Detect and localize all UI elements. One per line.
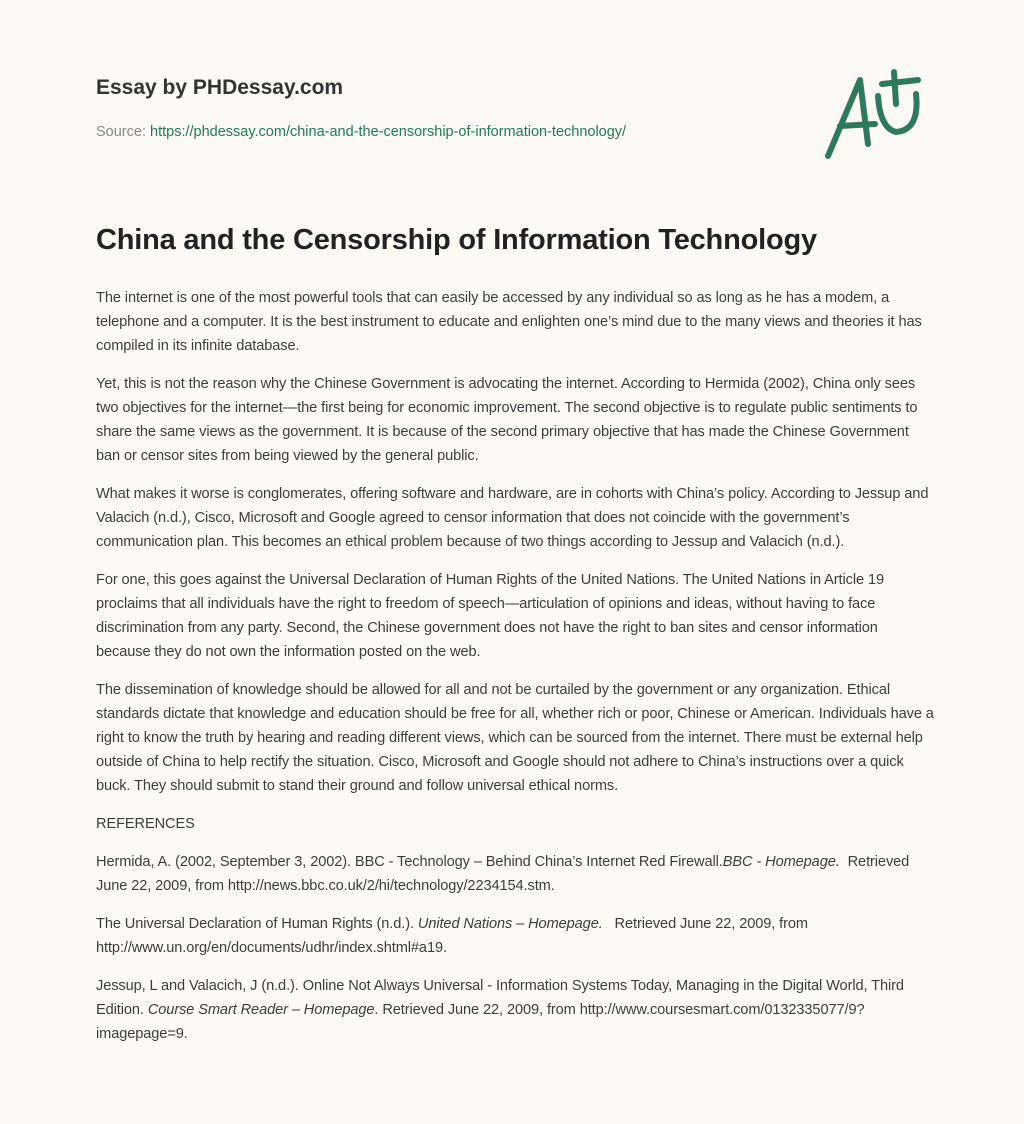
reference-item <box>96 974 936 1046</box>
paragraph: For one, this goes against the Universal Declaration of Human Rights of the United Nations. The United Nations in Article 19 proclaims that all individuals have the right to freedom of speech—articulation of opinions and ideas, without having to face discrimination from any party. Second, the Chinese government does not have the right to ban sites and censor information because they do not own the information posted on the web. <box>96 572 884 660</box>
reference-text: The Universal Declaration of Human Rights (n.d.). <box>96 916 418 932</box>
a-plus-logo-icon <box>820 66 930 166</box>
paragraph: The dissemination of knowledge should be allowed for all and not be curtailed by the government or any organization. Ethical standards dictate that knowledge and education should be free for all, whether rich or poor, Chinese or American. Individuals have a right to know the truth by hearing and reading different views, which can be sourced from the internet. There must be external help outside of China to help rectify the situation. Cisco, Microsoft and Google should not adhere to China’s instructions over a quick buck. They should submit to stand their ground and follow universal ethical norms. <box>96 682 934 794</box>
source-label: Source: <box>96 124 146 140</box>
reference-source: BBC - Homepage. <box>722 854 840 870</box>
source-line <box>96 124 626 140</box>
paragraph: Yet, this is not the reason why the Chinese Government is advocating the internet. According to Hermida (2002), China only sees two objectives for the internet—the first being for economic improvement. The second objective is to regulate public sentiments to share the same views as the government. It is because of the second primary objective that has made the Chinese Government ban or censor sites from being viewed by the general public. <box>96 376 918 464</box>
reference-item <box>96 912 936 960</box>
reference-text: Jessup, L and Valacich, J (n.d.). Online Not Always Universal - Information Systems Today, Managing in the Digital World, Third Edition. <box>96 978 904 1018</box>
article-title: China and the Censorship of Information Technology <box>96 224 817 256</box>
reference-retrieved: . Retrieved June 22, 2009, from http://www.coursesmart.com/0132335077/9?imagepage=9. <box>96 1002 865 1042</box>
paragraph: What makes it worse is conglomerates, offering software and hardware, are in cohorts with China’s policy. According to Jessup and Valacich (n.d.), Cisco, Microsoft and Google agreed to censor information that does not coincide with the government’s communication plan. This becomes an ethical problem because of two things according to Jessup and Valacich (n.d.). <box>96 486 929 550</box>
reference-retrieved: Retrieved June 22, 2009, from http://www.un.org/en/documents/udhr/index.shtml#a19. <box>96 916 812 956</box>
references-heading: REFERENCES <box>96 816 195 832</box>
source-link[interactable]: https://phdessay.com/china-and-the-censorship-of-information-technology/ <box>150 124 627 140</box>
site-brand: Essay by PHDessay.com <box>96 76 344 99</box>
reference-retrieved: Retrieved June 22, 2009, from http://news.bbc.co.uk/2/hi/technology/2234154.stm. <box>96 854 914 894</box>
reference-source: Course Smart Reader – Homepage <box>147 1002 375 1018</box>
paragraph: The internet is one of the most powerful tools that can easily be accessed by any individual so as long as he has a modem, a telephone and a computer. It is the best instrument to educate and enlighten one’s mind due to the many views and theories it has compiled in its infinite database. <box>96 290 922 354</box>
reference-text: Hermida, A. (2002, September 3, 2002). BBC - Technology – Behind China’s Internet Red Firewall. <box>96 854 723 870</box>
article-body <box>96 286 936 1060</box>
reference-source: United Nations – Homepage. <box>417 916 603 932</box>
reference-item <box>96 850 936 898</box>
